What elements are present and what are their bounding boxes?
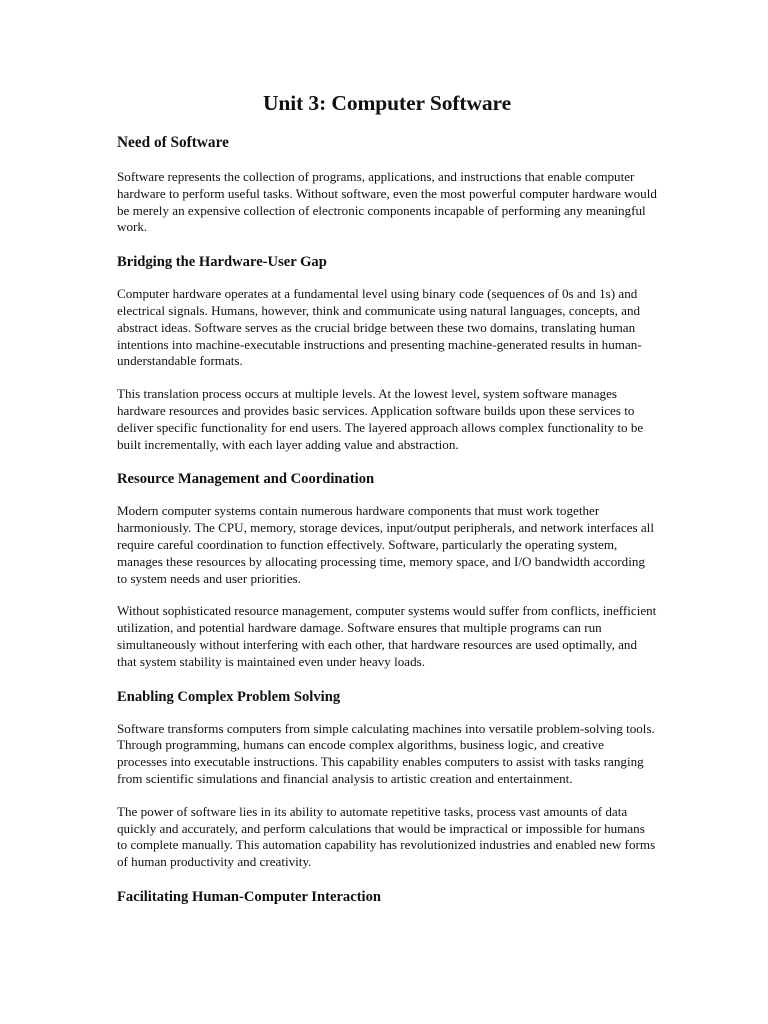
paragraph: Modern computer systems contain numerous hardware components that must work together harmoniously. The CPU, memory, storage devices, input/output peripherals, and network interfaces all require careful coordination to function effectively. Software, particularly the operating system, manages these resources by allocating processing time, memory space, and I/O bandwidth according to system needs and user priorities. xyxy=(117,503,654,586)
section-heading-problem-solving: Enabling Complex Problem Solving xyxy=(117,688,341,705)
section-heading-bridging-gap: Bridging the Hardware-User Gap xyxy=(117,254,327,271)
section-heading-resource-management: Resource Management and Coordination xyxy=(117,471,375,488)
paragraph: Computer hardware operates at a fundamental level using binary code (sequences of 0s and 1s) and electrical signals. Humans, however, think and communicate using natural languages, concepts, and abstract ideas. Software serves as the crucial bridge between these two domains, translating human intentions into machine-executable instructions and presenting machine-generated results in human-understandable formats. xyxy=(117,286,642,369)
paragraph: Without sophisticated resource management, computer systems would suffer from conflicts, inefficient utilization, and potential hardware damage. Software ensures that multiple programs can run simultaneously without interfering with each other, that hardware resources are used optimally, and that system stability is maintained even under heavy loads. xyxy=(117,603,657,669)
document-page xyxy=(117,88,657,921)
section-heading-hci: Facilitating Human-Computer Interaction xyxy=(117,888,382,905)
paragraph: The power of software lies in its ability to automate repetitive tasks, process vast amounts of data quickly and accurately, and perform calculations that would be impractical or impossible for humans to complete manually. This automation capability has revolutionized industries and enabled new forms of human productivity and creativity. xyxy=(117,803,656,870)
document-title: Unit 3: Computer Software xyxy=(262,91,512,115)
paragraph: This translation process occurs at multiple levels. At the lowest level, system software manages hardware resources and provides basic services. Application software builds upon these services to deliver specific functionality for end users. The layered approach allows complex functionality to be built incrementally, with each layer adding value and abstraction. xyxy=(117,386,644,452)
paragraph: Software represents the collection of programs, applications, and instructions that enable computer hardware to perform useful tasks. Without software, even the most powerful computer hardware would be merely an expensive collection of electronic components incapable of performing any meaningful work. xyxy=(117,169,657,235)
section-heading-need-of-software: Need of Software xyxy=(117,134,229,151)
paragraph: Software transforms computers from simple calculating machines into versatile problem-solving tools. Through programming, humans can encode complex algorithms, business logic, and creative processes into executable instructions. This capability enables computers to assist with tasks ranging from scientific simulations and financial analysis to artistic creation and entertainment. xyxy=(117,720,655,786)
